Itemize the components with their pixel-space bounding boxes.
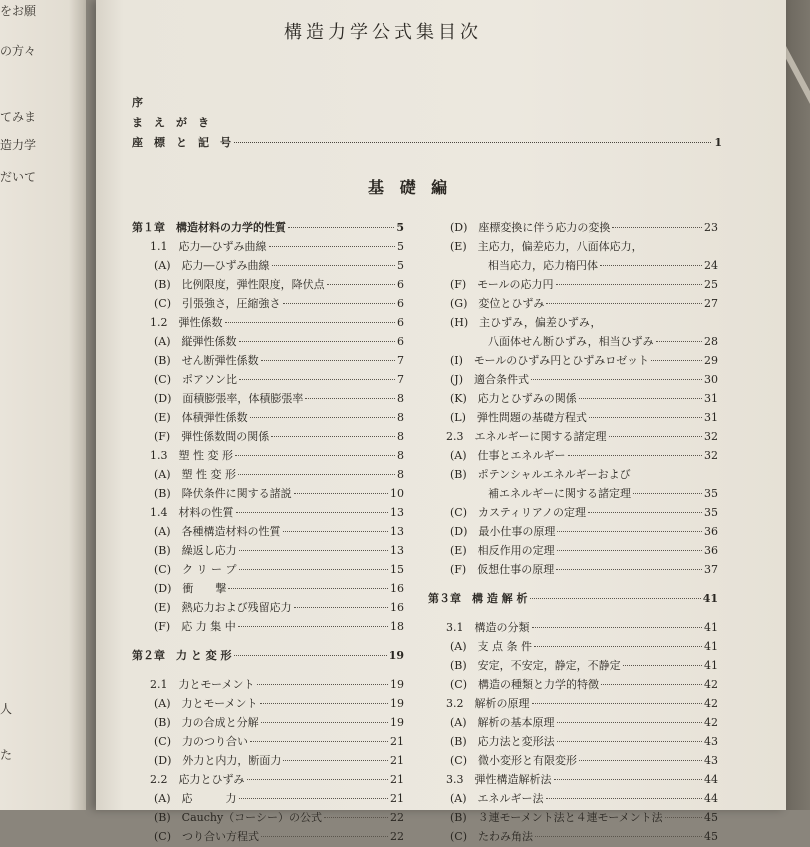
toc-entry-label: (D) 衝 撃: [154, 582, 227, 595]
toc-entry: [428, 352, 718, 371]
toc-entry: [428, 733, 718, 752]
toc-entry: [428, 466, 718, 485]
leader-dots: [247, 779, 389, 780]
toc-entry: [428, 676, 718, 695]
toc-entry-page: 13: [390, 544, 404, 557]
toc-entry: [132, 390, 404, 409]
toc-entry-page: 44: [704, 773, 718, 786]
leader-dots: [633, 493, 702, 494]
toc-entry: [132, 295, 404, 314]
toc-spacer: [132, 666, 404, 676]
toc-entry-label: 3.3 弾性構造解析法: [446, 773, 552, 786]
toc-entry-page: 7: [397, 373, 404, 386]
leader-dots: [305, 398, 395, 399]
toc-entry: [428, 371, 718, 390]
toc-entry-label: (F) 応 力 集 中: [154, 620, 236, 633]
leader-dots: [235, 455, 395, 456]
toc-entry-page: 16: [390, 582, 404, 595]
toc-entry: [428, 619, 718, 638]
leader-dots: [534, 646, 702, 647]
toc-entry-label: (C) ク リ ー プ: [154, 563, 237, 576]
toc-entry: [132, 809, 404, 828]
leader-dots: [234, 142, 711, 143]
leader-dots: [556, 569, 702, 570]
leader-dots: [294, 607, 388, 608]
toc-entry-page: 8: [397, 411, 404, 424]
toc-entry-label: (A) 仕事とエネルギー: [450, 449, 566, 462]
toc-entry-label: 1.4 材料の性質: [150, 506, 234, 519]
toc-entry-page: 45: [704, 811, 718, 824]
toc-entry: [428, 219, 718, 238]
toc-entry-page: 43: [704, 735, 718, 748]
toc-entry: [132, 238, 404, 257]
toc-entry-page: 15: [390, 563, 404, 576]
toc-entry-label: (H) 主ひずみ，偏差ひずみ，: [450, 316, 602, 329]
toc-entry-page: 6: [397, 278, 404, 291]
toc-entry-page: 28: [704, 335, 718, 348]
leader-dots: [623, 665, 702, 666]
leader-dots: [568, 455, 702, 456]
toc-entry: [132, 580, 404, 599]
toc-entry-page: 41: [704, 640, 718, 653]
leader-dots: [261, 722, 388, 723]
toc-entry: [132, 618, 404, 637]
toc-entry-label: 1.3 塑 性 変 形: [150, 449, 233, 462]
toc-entry: [428, 714, 718, 733]
toc-entry-label: (F) モールの応力円: [450, 278, 554, 291]
toc-entry-label: (A) エネルギー法: [450, 792, 544, 805]
leader-dots: [269, 246, 396, 247]
toc-entry-label: (A) 応 力: [154, 792, 237, 805]
toc-entry-label: (L) 弾性問題の基礎方程式: [450, 411, 587, 424]
front-matter-coordinates: [132, 134, 722, 147]
leader-dots: [557, 741, 702, 742]
section-title: 基 礎 編: [368, 178, 453, 197]
toc-entry: [132, 485, 404, 504]
leader-dots: [612, 227, 702, 228]
toc-entry: [428, 447, 718, 466]
leader-dots: [601, 684, 702, 685]
left-page-text-fragment: 造力学: [0, 138, 37, 152]
leader-dots: [250, 417, 395, 418]
toc-entry-page: 23: [704, 221, 718, 234]
leader-dots: [294, 493, 388, 494]
leader-dots: [272, 265, 395, 266]
toc-entry-label: (E) 主応力，偏差応力，八面体応力，: [450, 240, 643, 253]
toc-entry-label: (D) 座標変換に伴う応力の変換: [450, 221, 611, 234]
toc-chapter-entry: [132, 647, 404, 666]
toc-entry: [132, 695, 404, 714]
toc-entry-page: 6: [397, 316, 404, 329]
toc-entry-page: 18: [390, 620, 404, 633]
leader-dots: [239, 798, 388, 799]
toc-entry-page: 31: [704, 392, 718, 405]
toc-entry-label: (A) 塑 性 変 形: [154, 468, 237, 481]
toc-entry-page: 6: [397, 297, 404, 310]
leader-dots: [239, 550, 388, 551]
toc-entry: [428, 295, 718, 314]
toc-entry: [132, 333, 404, 352]
toc-entry-page: 19: [390, 697, 404, 710]
toc-entry-page: 22: [390, 811, 404, 824]
leader-dots: [579, 760, 702, 761]
toc-entry: [132, 466, 404, 485]
toc-entry-label: (C) ポアソン比: [154, 373, 237, 386]
leader-dots: [239, 379, 395, 380]
left-page-text-fragment: だいて: [0, 170, 37, 184]
toc-entry: [428, 752, 718, 771]
left-page-text-fragment: てみま: [0, 110, 37, 124]
toc-entry-label: (B) Cauchy（コーシー）の公式: [154, 811, 322, 824]
toc-entry-page: 21: [390, 754, 404, 767]
toc-entry-page: 16: [390, 601, 404, 614]
toc-spacer: [428, 580, 718, 590]
leader-dots: [579, 398, 702, 399]
toc-entry-label: (B) ３連モーメント法と４連モーメント法: [450, 811, 663, 824]
toc-entry-page: 13: [390, 525, 404, 538]
toc-entry: [132, 542, 404, 561]
toc-entry-page: 36: [704, 544, 718, 557]
leader-dots: [546, 798, 702, 799]
left-page-text-fragment: の方々: [0, 44, 37, 58]
leader-dots: [239, 341, 395, 342]
toc-entry-label: (B) 降伏条件に関する諸説: [154, 487, 292, 500]
leader-dots: [239, 569, 389, 570]
front-matter-preface: 序: [132, 96, 143, 109]
toc-entry-page: 45: [704, 830, 718, 843]
toc-entry-label: 3.2 解析の原理: [446, 697, 530, 710]
toc-entry-page: 8: [397, 430, 404, 443]
toc-entry: [428, 695, 718, 714]
toc-entry-page: 24: [704, 259, 718, 272]
toc-entry: [428, 409, 718, 428]
leader-dots: [556, 284, 702, 285]
toc-entry-label: (C) 力のつり合い: [154, 735, 248, 748]
toc-entry-label: (B) 応力法と変形法: [450, 735, 555, 748]
leader-dots: [283, 303, 395, 304]
toc-entry-page: 8: [397, 468, 404, 481]
toc-entry-label: (C) たわみ角法: [450, 830, 533, 843]
toc-entry-label: (B) せん断弾性係数: [154, 354, 259, 367]
toc-entry-page: 31: [704, 411, 718, 424]
toc-entry-label: (C) 引張強さ，圧縮強さ: [154, 297, 281, 310]
toc-entry: [132, 352, 404, 371]
toc-entry: [132, 561, 404, 580]
leader-dots: [557, 531, 702, 532]
toc-entry-label: (D) 最小仕事の原理: [450, 525, 556, 538]
leader-dots: [288, 227, 394, 228]
toc-entry-label: 八面体せん断ひずみ，相当ひずみ: [488, 335, 654, 348]
toc-entry: [132, 714, 404, 733]
toc-entry-page: 5: [397, 259, 404, 272]
toc-entry-page: 10: [390, 487, 404, 500]
toc-entry-page: 41: [704, 621, 718, 634]
leader-dots: [554, 779, 703, 780]
toc-entry-label: (I) モールのひずみ円とひずみロゼット: [450, 354, 650, 367]
toc-entry-label: (A) 縦弾性係数: [154, 335, 237, 348]
toc-entry-label: (C) 微小変形と有限変形: [450, 754, 577, 767]
toc-entry-page: 32: [704, 449, 718, 462]
toc-entry-label: (C) つり合い方程式: [154, 830, 259, 843]
toc-entry-label: (E) 熱応力および残留応力: [154, 601, 292, 614]
toc-entry-page: 43: [704, 754, 718, 767]
leader-dots: [665, 817, 702, 818]
toc-entry-page: 35: [704, 506, 718, 519]
toc-entry-label: (C) カスティリアノの定理: [450, 506, 587, 519]
toc-entry: [428, 771, 718, 790]
toc-entry-page: 21: [390, 792, 404, 805]
toc-entry-label: (D) 面積膨張率，体積膨張率: [154, 392, 304, 405]
toc-entry: [428, 523, 718, 542]
leader-dots: [589, 417, 702, 418]
leader-dots: [260, 703, 388, 704]
leader-dots: [234, 655, 387, 656]
toc-entry-label: 第１章 構造材料の力学的性質: [132, 221, 286, 234]
leader-dots: [600, 265, 702, 266]
leader-dots: [225, 322, 396, 323]
leader-dots: [531, 379, 702, 380]
toc-entry-label: (G) 変位とひずみ: [450, 297, 545, 310]
leader-dots: [532, 703, 703, 704]
toc-entry-page: 7: [397, 354, 404, 367]
toc-entry-page: 41: [704, 659, 718, 672]
toc-spacer: [132, 637, 404, 647]
toc-entry-page: 29: [704, 354, 718, 367]
leader-dots: [324, 817, 388, 818]
leader-dots: [530, 598, 701, 599]
toc-entry: [132, 733, 404, 752]
toc-entry-page: 22: [390, 830, 404, 843]
toc-entry-label: 1.1 応力―ひずみ曲線: [150, 240, 267, 253]
leader-dots: [283, 531, 388, 532]
toc-entry-label: (B) 安定，不安定，静定，不静定: [450, 659, 621, 672]
toc-entry-label: (A) 解析の基本原理: [450, 716, 555, 729]
toc-entry-label: (A) 支 点 条 件: [450, 640, 533, 653]
toc-entry-page: 27: [704, 297, 718, 310]
toc-entry-page: 5: [397, 240, 404, 253]
toc-entry: [428, 314, 718, 333]
toc-entry-page: 19: [388, 649, 404, 662]
toc-entry-page: 30: [704, 373, 718, 386]
toc-entry: [132, 257, 404, 276]
toc-entry: [132, 523, 404, 542]
leader-dots: [327, 284, 395, 285]
toc-entry-label: 2.2 応力とひずみ: [150, 773, 245, 786]
toc-title: 構造力学公式集目次: [284, 22, 482, 43]
toc-entry: [428, 390, 718, 409]
front-matter-foreword: ま え が き: [132, 116, 209, 129]
toc-entry-label: (A) 力とモーメント: [154, 697, 258, 710]
toc-entry-page: 37: [704, 563, 718, 576]
toc-entry-label: 相当応力，応力楕円体: [488, 259, 598, 272]
toc-entry-page: 35: [704, 487, 718, 500]
leader-dots: [271, 436, 395, 437]
toc-right-column: [428, 219, 718, 847]
toc-entry: [132, 599, 404, 618]
toc-entry: [132, 828, 404, 847]
front-matter-coordinates-label: 座 標 と 記 号: [132, 136, 231, 149]
leader-dots: [228, 588, 388, 589]
toc-entry-label: (E) 体積弾性係数: [154, 411, 248, 424]
toc-entry-label: (J) 適合条件式: [450, 373, 529, 386]
toc-entry-label: (A) 応力―ひずみ曲線: [154, 259, 270, 272]
left-page-text-fragment: 人: [0, 702, 13, 716]
toc-entry-page: 44: [704, 792, 718, 805]
toc-entry-label: 第３章 構 造 解 析: [428, 592, 528, 605]
toc-entry-page: 13: [390, 506, 404, 519]
left-page-text-fragment: た: [0, 748, 13, 762]
leader-dots: [546, 303, 702, 304]
toc-entry-label: (F) 仮想仕事の原理: [450, 563, 555, 576]
toc-entry: [428, 638, 718, 657]
leader-dots: [261, 360, 395, 361]
toc-entry-label: 1.2 弾性係数: [150, 316, 223, 329]
toc-entry: [428, 276, 718, 295]
toc-entry: [428, 809, 718, 828]
leader-dots: [656, 341, 702, 342]
toc-entry-label: 2.1 力とモーメント: [150, 678, 255, 691]
leader-dots: [238, 626, 388, 627]
toc-entry-label: (K) 応力とひずみの関係: [450, 392, 577, 405]
toc-entry: [428, 238, 718, 257]
leader-dots: [261, 836, 388, 837]
toc-entry-page: 41: [702, 592, 718, 605]
toc-entry: [132, 504, 404, 523]
toc-entry-label: 第２章 力 と 変 形: [132, 649, 232, 662]
toc-entry-page: 19: [390, 716, 404, 729]
left-page-text-fragment: をお願: [0, 4, 37, 18]
toc-entry-page: 19: [390, 678, 404, 691]
toc-entry-label: (B) ポテンシャルエネルギーおよび: [450, 468, 631, 481]
leader-dots: [557, 722, 702, 723]
toc-entry-label: 3.1 構造の分類: [446, 621, 530, 634]
toc-entry-label: (F) 弾性係数間の関係: [154, 430, 270, 443]
leader-dots: [609, 436, 703, 437]
toc-entry-label: (D) 外力と内力，断面力: [154, 754, 282, 767]
toc-entry: [428, 428, 718, 447]
leader-dots: [535, 836, 702, 837]
toc-entry-label: (A) 各種構造材料の性質: [154, 525, 281, 538]
left-page-fragment: [0, 0, 86, 810]
toc-entry-page: 32: [704, 430, 718, 443]
leader-dots: [283, 760, 388, 761]
toc-entry: [132, 428, 404, 447]
leader-dots: [250, 741, 388, 742]
toc-entry-page: 21: [390, 735, 404, 748]
toc-spacer: [428, 609, 718, 619]
leader-dots: [257, 684, 388, 685]
toc-entry-label: (B) 力の合成と分解: [154, 716, 259, 729]
toc-entry-page: 36: [704, 525, 718, 538]
toc-entry-label: (C) 構造の種類と力学的特徴: [450, 678, 599, 691]
toc-entry-page: 42: [704, 697, 718, 710]
leader-dots: [238, 474, 395, 475]
toc-chapter-entry: [428, 590, 718, 609]
toc-entry-label: (E) 相反作用の定理: [450, 544, 555, 557]
toc-left-column: [132, 219, 404, 847]
toc-entry: [132, 676, 404, 695]
toc-entry: [132, 790, 404, 809]
leader-dots: [588, 512, 702, 513]
toc-entry: [132, 771, 404, 790]
toc-entry: [428, 561, 718, 580]
book-page: [96, 0, 786, 843]
leader-dots: [236, 512, 389, 513]
toc-entry: [132, 447, 404, 466]
toc-entry-page: 5: [396, 221, 404, 234]
toc-entry: [132, 371, 404, 390]
toc-entry-label: (B) 繰返し応力: [154, 544, 237, 557]
toc-entry: [428, 790, 718, 809]
toc-entry-label: 補エネルギーに関する諸定理: [488, 487, 631, 500]
toc-entry-page: 42: [704, 678, 718, 691]
toc-entry-page: 6: [397, 335, 404, 348]
toc-entry-page: 25: [704, 278, 718, 291]
toc-entry-label: (B) 比例限度，弾性限度，降伏点: [154, 278, 325, 291]
toc-entry-label: 2.3 エネルギーに関する諸定理: [446, 430, 607, 443]
toc-entry-page: 8: [397, 449, 404, 462]
leader-dots: [651, 360, 702, 361]
toc-entry: [428, 333, 718, 352]
toc-entry: [428, 257, 718, 276]
toc-entry: [428, 504, 718, 523]
toc-entry-page: 21: [390, 773, 404, 786]
toc-entry: [132, 752, 404, 771]
leader-dots: [532, 627, 703, 628]
front-matter-coordinates-page: 1: [714, 136, 722, 149]
toc-chapter-entry: [132, 219, 404, 238]
toc-entry: [132, 314, 404, 333]
toc-entry: [428, 542, 718, 561]
toc-entry: [428, 657, 718, 676]
toc-entry: [132, 276, 404, 295]
toc-entry-page: 42: [704, 716, 718, 729]
toc-entry: [428, 828, 718, 847]
toc-entry: [132, 409, 404, 428]
leader-dots: [557, 550, 702, 551]
toc-entry: [428, 485, 718, 504]
toc-entry-page: 8: [397, 392, 404, 405]
